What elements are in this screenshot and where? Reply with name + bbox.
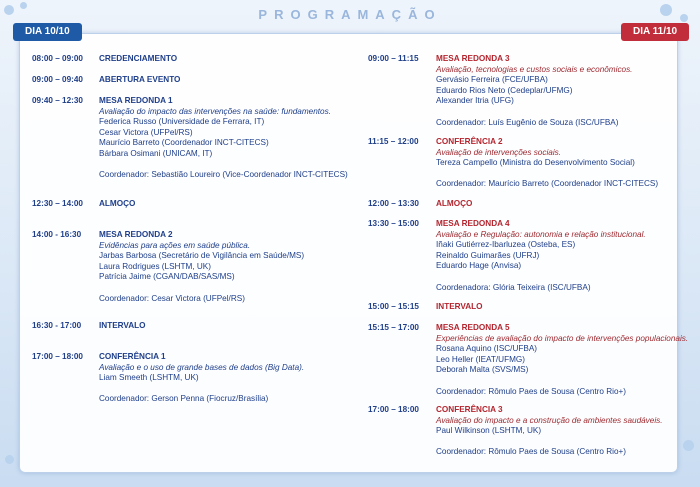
speaker-line: Bárbara Osimani (UNICAM, IT) — [99, 148, 213, 158]
schedule-item — [32, 75, 352, 86]
session-subtitle: Avaliação de intervenções sociais. — [436, 147, 562, 157]
session-content — [436, 54, 673, 128]
schedule-item — [32, 96, 352, 181]
speaker-line: Tereza Campello (Ministra do Desenvolvimento Social) — [436, 158, 635, 168]
time-range: 09:00 – 09:40 — [32, 75, 83, 84]
time-range: 16:30 - 17:00 — [32, 321, 82, 330]
schedule-item — [368, 405, 673, 458]
schedule-item — [368, 323, 689, 397]
time-range: 13:30 – 15:00 — [368, 219, 419, 228]
coordinator-line: Coordenador: Luís Eugênio de Souza (ISC/UFBA) — [436, 117, 619, 127]
speaker-line: Alexander Itria (UFG) — [436, 96, 514, 106]
speaker-line: Deborah Malta (SVS/MS) — [436, 365, 529, 375]
session-subtitle: Evidências para ações em saúde pública. — [99, 240, 251, 250]
coordinator-line: Coordenador: Rômulo Paes de Sousa (Centro Rio+) — [436, 386, 627, 396]
session-content — [436, 323, 689, 397]
speaker-line: Maurício Barreto (Coordenador INCT-CITECS) — [99, 138, 269, 148]
speaker-line: Federica Russo (Universidade de Ferrara, IT) — [99, 117, 265, 127]
time-range: 17:00 – 18:00 — [368, 405, 419, 414]
schedule-item — [368, 137, 673, 190]
session-heading: CONFERÊNCIA 1 — [99, 352, 166, 361]
session-content — [99, 75, 352, 86]
time-range: 15:15 – 17:00 — [368, 323, 419, 332]
speaker-line: Patrícia Jaime (CGAN/DAB/SAS/MS) — [99, 272, 235, 282]
schedule-item — [32, 321, 352, 332]
session-content — [99, 321, 352, 332]
time-range: 12:30 – 14:00 — [32, 199, 83, 208]
speaker-line: Liam Smeeth (LSHTM, UK) — [99, 373, 199, 383]
session-subtitle: Avaliação, tecnologias e custos sociais e econômicos. — [436, 64, 633, 74]
page-title: PROGRAMAÇÃO — [258, 7, 442, 22]
time-range: 08:00 – 09:00 — [32, 54, 83, 63]
schedule-item — [32, 230, 352, 304]
coordinator-line: Coordenadora: Glória Teixeira (ISC/UFBA) — [436, 282, 591, 292]
speaker-line: Eduardo Rios Neto (Cedeplar/UFMG) — [436, 85, 573, 95]
coordinator-line: Coordenador: Sebastião Loureiro (Vice-Coordenador INCT-CITECS) — [99, 170, 348, 180]
session-heading: MESA REDONDA 3 — [436, 54, 510, 63]
session-content — [99, 54, 352, 65]
session-heading: ALMOÇO — [99, 199, 136, 208]
session-content — [436, 199, 673, 210]
session-heading: CREDENCIAMENTO — [99, 54, 178, 63]
day-tab-right: DIA 11/10 — [621, 23, 689, 41]
session-content — [436, 219, 673, 293]
session-subtitle: Avaliação e o uso de grande bases de dados (Big Data). — [99, 362, 305, 372]
speaker-line: Paul Wilkinson (LSHTM, UK) — [436, 426, 542, 436]
session-content — [99, 96, 352, 181]
speaker-line: Laura Rodrigues (LSHTM, UK) — [99, 261, 211, 271]
schedule-item — [32, 352, 352, 405]
session-heading: ALMOÇO — [436, 199, 473, 208]
session-heading: MESA REDONDA 2 — [99, 230, 173, 239]
session-content — [436, 302, 673, 313]
speaker-line: Leo Heller (IEAT/UFMG) — [436, 354, 526, 364]
session-heading: INTERVALO — [99, 321, 146, 330]
schedule-item — [368, 54, 673, 128]
session-heading: ABERTURA EVENTO — [99, 75, 181, 84]
time-range: 11:15 – 12:00 — [368, 137, 419, 146]
schedule-item — [368, 302, 673, 313]
speaker-line: Iñaki Gutiérrez-Ibarluzea (Osteba, ES) — [436, 240, 576, 250]
schedule-item — [368, 199, 673, 210]
session-subtitle: Experiências de avaliação do impacto de intervenções populacionais. — [436, 333, 689, 343]
session-subtitle: Avaliação do impacto e a construção de ambientes saudáveis. — [436, 415, 663, 425]
speaker-line: Rosana Aquino (ISC/UFBA) — [436, 344, 538, 354]
coordinator-line: Coordenador: Gerson Penna (Fiocruz/Brasília) — [99, 394, 269, 404]
speaker-line: Reinaldo Guimarães (UFRJ) — [436, 250, 540, 260]
session-heading: INTERVALO — [436, 302, 483, 311]
session-content — [99, 230, 352, 304]
time-range: 17:00 – 18:00 — [32, 352, 83, 361]
speaker-line: Eduardo Hage (Anvisa) — [436, 261, 522, 271]
session-content — [436, 405, 673, 458]
coordinator-line: Coordenador: Maurício Barreto (Coordenador INCT-CITECS) — [436, 179, 659, 189]
schedule-item — [368, 219, 673, 293]
decor-dot — [683, 440, 694, 451]
decor-dot — [5, 455, 14, 464]
schedule-item — [32, 54, 352, 65]
speaker-line: Jarbas Barbosa (Secretário de Vigilância em Saúde/MS) — [99, 251, 305, 261]
session-content — [99, 199, 352, 210]
session-heading: MESA REDONDA 4 — [436, 219, 510, 228]
time-range: 15:00 – 15:15 — [368, 302, 419, 311]
speaker-line: Gervásio Ferreira (FCE/UFBA) — [436, 75, 548, 85]
session-heading: MESA REDONDA 5 — [436, 323, 510, 332]
session-subtitle: Avaliação e Regulação: autonomia e relação institucional. — [436, 229, 646, 239]
session-heading: CONFERÊNCIA 2 — [436, 137, 503, 146]
time-range: 14:00 - 16:30 — [32, 230, 82, 239]
time-range: 09:40 – 12:30 — [32, 96, 83, 105]
session-heading: CONFERÊNCIA 3 — [436, 405, 503, 414]
coordinator-line: Coordenador: Cesar Victora (UFPel/RS) — [99, 293, 245, 303]
schedule-item — [32, 199, 352, 210]
coordinator-line: Coordenador: Rômulo Paes de Sousa (Centro Rio+) — [436, 447, 627, 457]
time-range: 12:00 – 13:30 — [368, 199, 419, 208]
session-heading: MESA REDONDA 1 — [99, 96, 173, 105]
session-content — [99, 352, 352, 405]
day-tab-left: DIA 10/10 — [13, 23, 82, 41]
speaker-line: Cesar Victora (UFPel/RS) — [99, 127, 193, 137]
session-content — [436, 137, 673, 190]
session-subtitle: Avaliação do impacto das intervenções na saúde: fundamentos. — [99, 106, 331, 116]
time-range: 09:00 – 11:15 — [368, 54, 419, 63]
